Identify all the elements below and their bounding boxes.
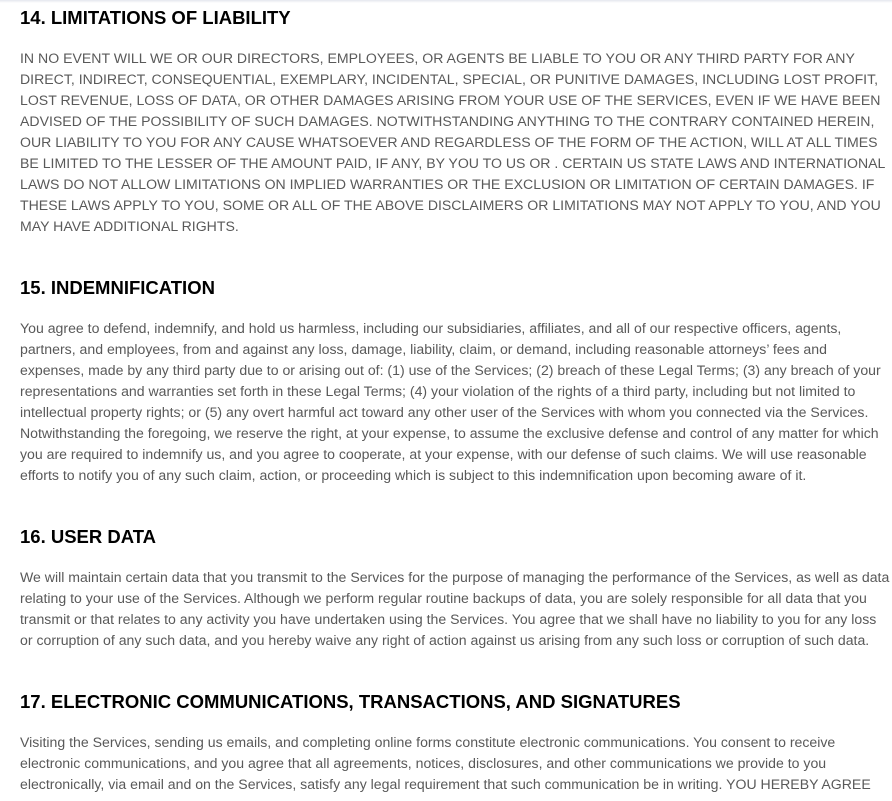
section-body-limitations-of-liability: IN NO EVENT WILL WE OR OUR DIRECTORS, EMPLOYEES, OR AGENTS BE LIABLE TO YOU OR ANY THIRD PARTY FOR ANY DIRECT, INDIRECT, CONSEQUENTIAL, EXEMPLARY, INCIDENTAL, SPECIAL, OR PUNITIVE DAMAGES, INCLUDING LOST PROFIT, LOST REVENUE, LOSS OF DATA, OR OTHER DAMAGES ARISING FROM YOUR USE OF THE SERVICES, EVEN IF WE HAVE BEEN ADVISED OF THE POSSIBILITY OF SUCH DAMAGES. NOTWITHSTANDING ANYTHING TO THE CONTRARY CONTAINED HEREIN, OUR LIABILITY TO YOU FOR ANY CAUSE WHATSOEVER AND REGARDLESS OF THE FORM OF THE ACTION, WILL AT ALL TIMES BE LIMITED TO THE LESSER OF THE AMOUNT PAID, IF ANY, BY YOU TO US OR . CERTAIN US STATE LAWS AND INTERNATIONAL LAWS DO NOT ALLOW LIMITATIONS ON IMPLIED WARRANTIES OR THE EXCLUSION OR LIMITATION OF CERTAIN DAMAGES. IF THESE LAWS APPLY TO YOU, SOME OR ALL OF THE ABOVE DISCLAIMERS OR LIMITATIONS MAY NOT APPLY TO YOU, AND YOU MAY HAVE ADDITIONAL RIGHTS. (20, 50, 885, 234)
section-heading-indemnification: 15. INDEMNIFICATION (20, 277, 215, 298)
section-heading-user-data: 16. USER DATA (20, 526, 157, 547)
section-heading-electronic-communications: 17. ELECTRONIC COMMUNICATIONS, TRANSACTIONS, AND SIGNATURES (20, 691, 681, 712)
top-edge-shadow (0, 0, 892, 3)
section-heading-limitations-of-liability: 14. LIMITATIONS OF LIABILITY (20, 7, 291, 28)
section-body-user-data: We will maintain certain data that you transmit to the Services for the purpose of managing the performance of the Services, as well as data relating to your use of the Services. Although we perform regular routine backups of data, you are solely responsible for all data that you transmit or that relates to any activity you have undertaken using the Services. You agree that we shall have no liability to you for any loss or corruption of any such data, and you hereby waive any right of action against us arising from any such loss or corruption of such data. (20, 569, 890, 648)
section-body-indemnification: You agree to defend, indemnify, and hold us harmless, including our subsidiaries, affiliates, and all of our respective officers, agents, partners, and employees, from and against any loss, damage, liability, claim, or demand, including reasonable attorneys’ fees and expenses, made by any third party due to or arising out of: (1) use of the Services; (2) breach of these Legal Terms; (3) any breach of your representations and warranties set forth in these Legal Terms; (4) your violation of the rights of a third party, including but not limited to intellectual property rights; or (5) any overt harmful act toward any other user of the Services with whom you connected via the Services. Notwithstanding the foregoing, we reserve the right, at your expense, to assume the exclusive defense and control of any matter for which you are required to indemnify us, and you agree to cooperate, at your expense, with our defense of such claims. We will use reasonable efforts to notify you of any such claim, action, or proceeding which is subject to this indemnification upon becoming aware of it. (20, 320, 881, 483)
section-body-electronic-communications: Visiting the Services, sending us emails, and completing online forms constitute electronic communications. You consent to receive electronic communications, and you agree that all agreements, notices, disclosures, and other communications we provide to you electronically, via email and on the Services, satisfy any legal requirement that such communication be in writing. YOU HEREBY AGREE (20, 734, 871, 792)
